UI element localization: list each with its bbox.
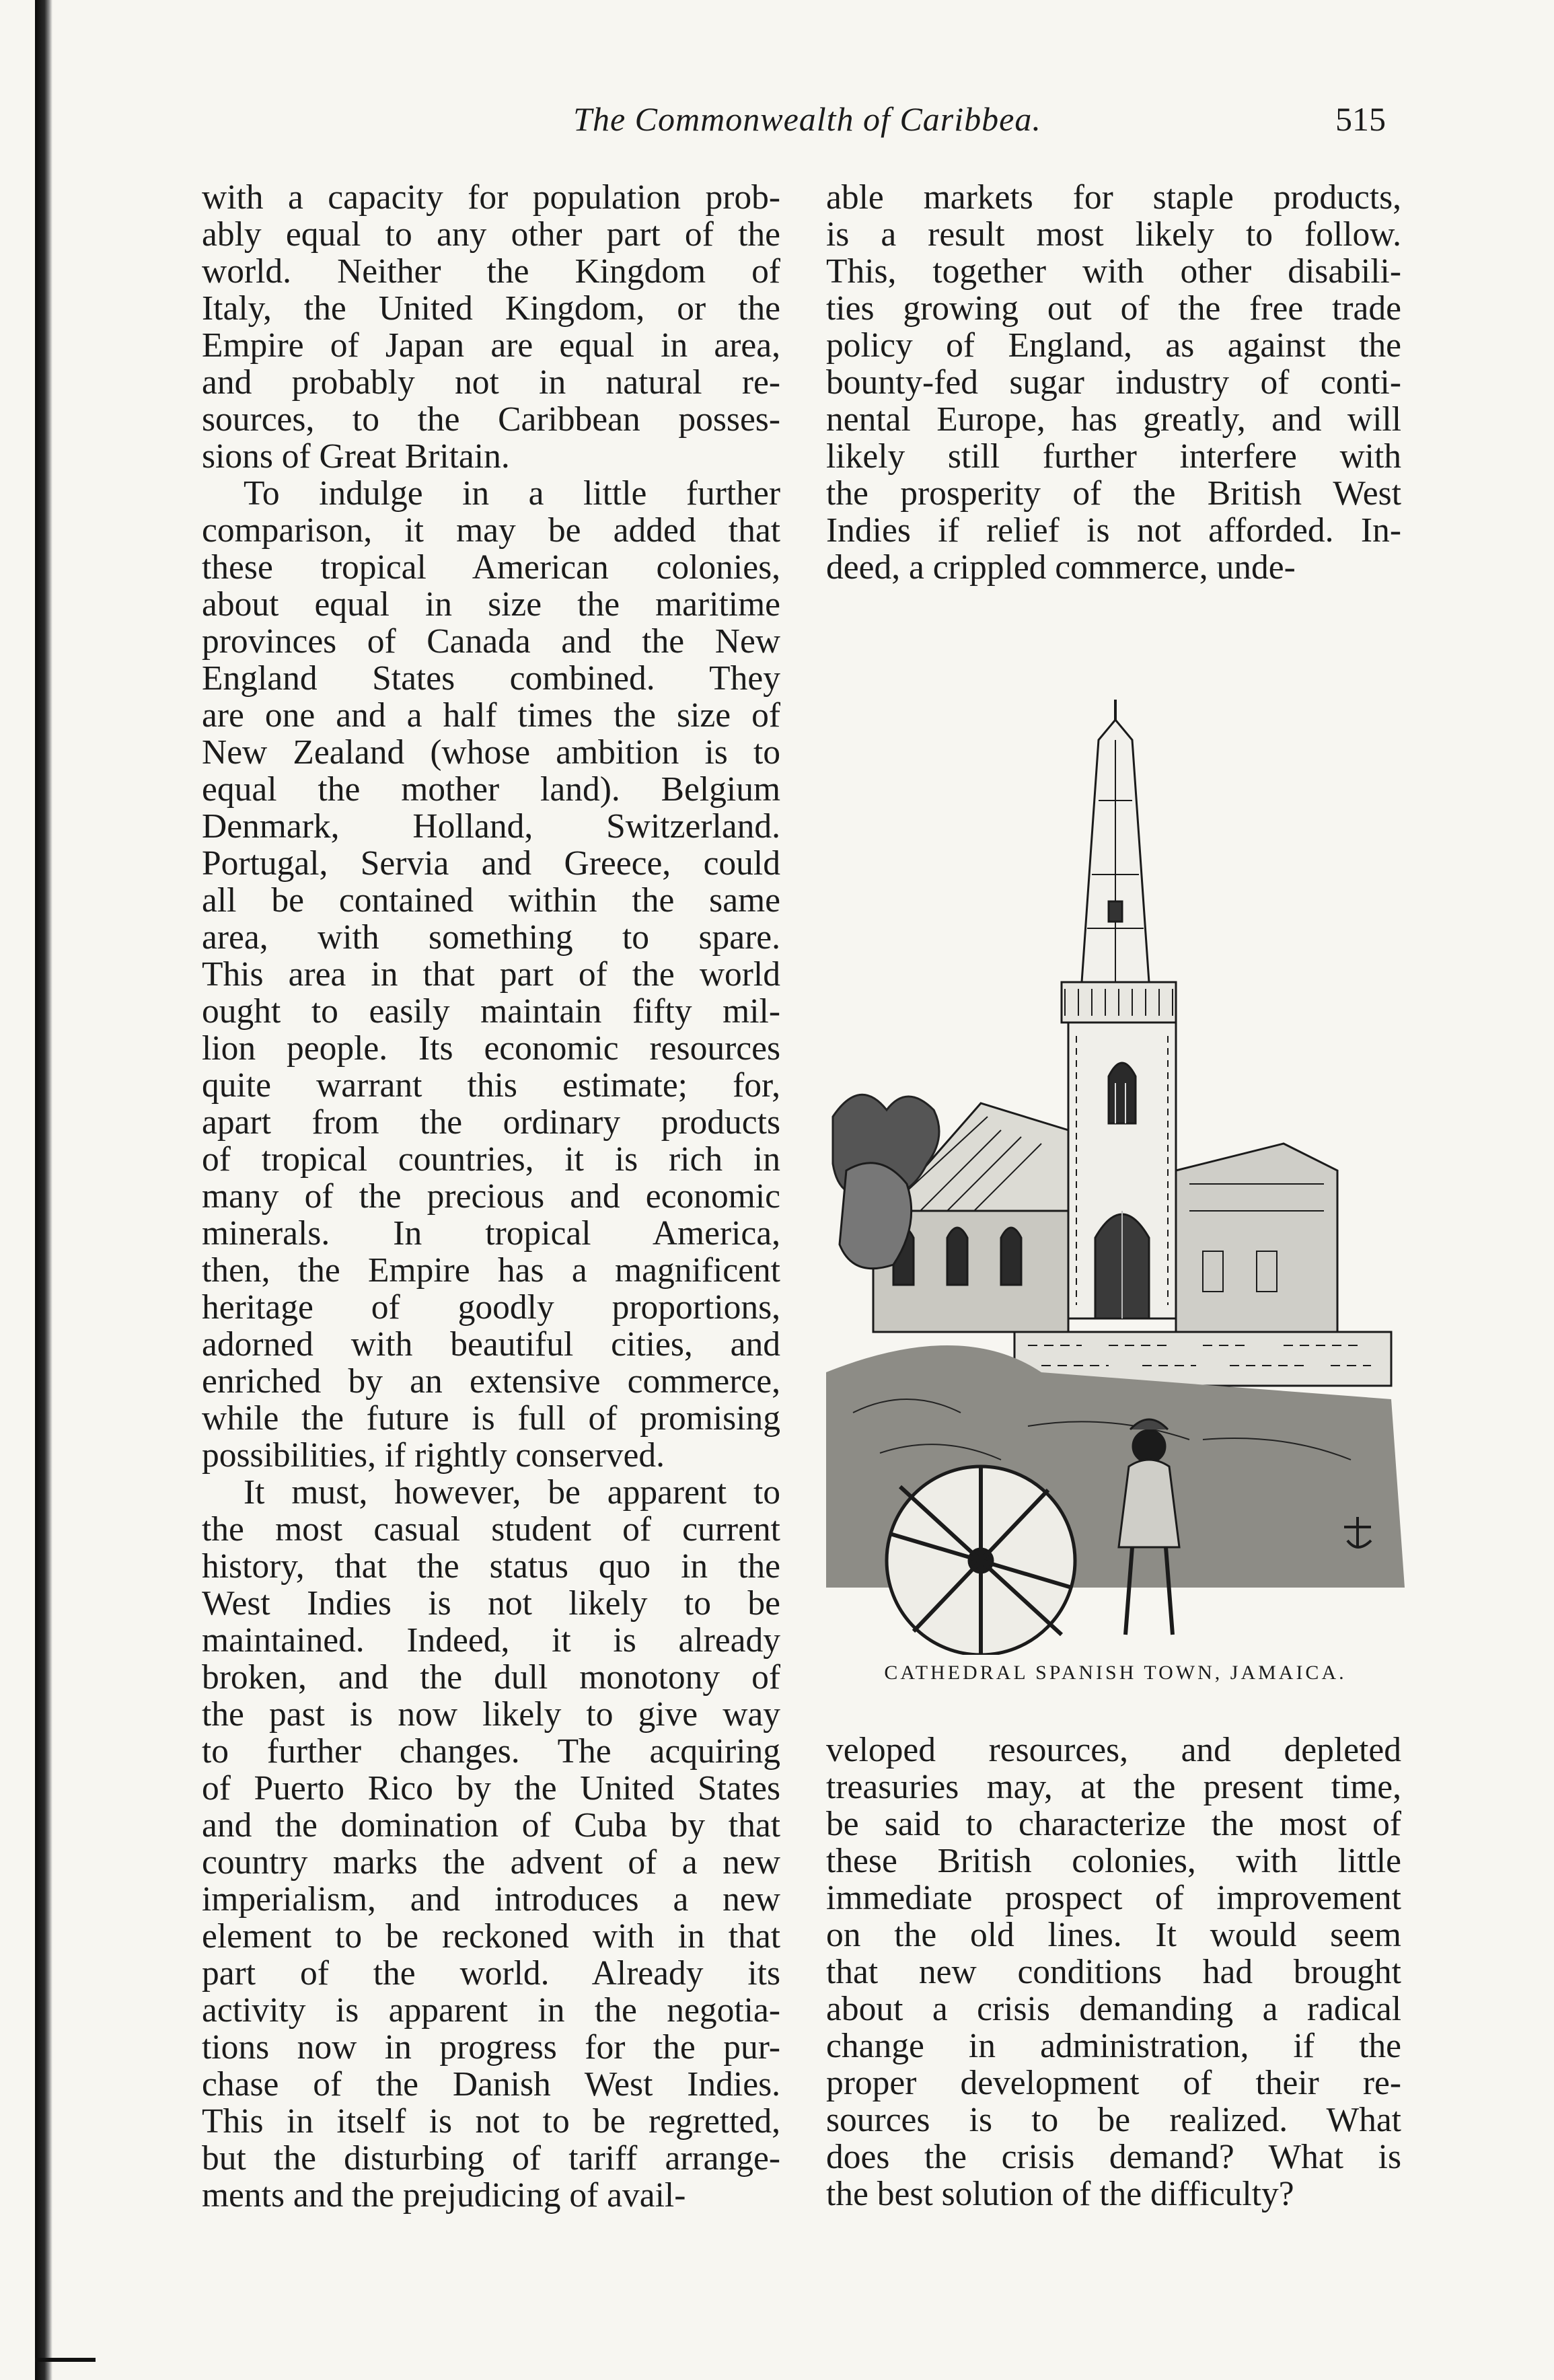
text-line: Portugal, Servia and Greece, could — [202, 845, 780, 882]
text-line: these British colonies, with little — [826, 1843, 1401, 1880]
text-line: part of the world. Already its — [202, 1955, 780, 1992]
text-line: adorned with beautiful cities, and — [202, 1326, 780, 1363]
text-line: likely still further interfere with — [826, 438, 1401, 475]
text-line: bounty-fed sugar industry of conti- — [826, 364, 1401, 401]
page-header — [202, 100, 1413, 153]
text-line: treasuries may, at the present time, — [826, 1769, 1401, 1806]
text-line: comparison, it may be added that — [202, 512, 780, 549]
text-line: then, the Empire has a magnificent — [202, 1252, 780, 1289]
text-line: the best solution of the difficulty? — [826, 2176, 1294, 2212]
text-line: apart from the ordinary products — [202, 1104, 780, 1141]
right-column-top — [826, 179, 1401, 586]
text-line: maintained. Indeed, it is already — [202, 1622, 780, 1659]
text-line: policy of England, as against the — [826, 327, 1401, 364]
text-line: history, that the status quo in the — [202, 1548, 780, 1585]
text-line: heritage of goodly proportions, — [202, 1289, 780, 1326]
text-line: ought to easily maintain fifty mil- — [202, 993, 780, 1030]
text-line: many of the precious and economic — [202, 1178, 780, 1215]
text-line: but the disturbing of tariff arrange- — [202, 2140, 780, 2177]
text-line: proper development of their re- — [826, 2065, 1401, 2102]
text-line: all be contained within the same — [202, 882, 780, 919]
text-line: activity is apparent in the negotia- — [202, 1992, 780, 2029]
side-building — [1176, 1144, 1337, 1332]
text-line: veloped resources, and depleted — [826, 1732, 1401, 1769]
text-line: element to be reckoned with in that — [202, 1918, 780, 1955]
running-title: The Commonwealth of Caribbea. — [573, 100, 1041, 138]
spine-foot-mark — [35, 2358, 96, 2362]
text-line: world. Neither the Kingdom of — [202, 253, 780, 290]
text-line: nental Europe, has greatly, and will — [826, 401, 1401, 438]
text-line: of tropical countries, it is rich in — [202, 1141, 780, 1178]
text-line: while the future is full of promising — [202, 1400, 780, 1437]
text-line: ments and the prejudicing of avail- — [202, 2177, 686, 2214]
text-line: quite warrant this estimate; for, — [202, 1067, 780, 1104]
text-line: lion people. Its economic resources — [202, 1030, 780, 1067]
text-line: that new conditions had brought — [826, 1954, 1401, 1991]
text-line: area, with something to spare. — [202, 919, 780, 956]
text-line: sions of Great Britain. — [202, 438, 510, 475]
text-line: tions now in progress for the pur- — [202, 2029, 780, 2066]
text-line: and probably not in natural re- — [202, 364, 780, 401]
text-line: This, together with other disabili- — [826, 253, 1401, 290]
text-line: To indulge in a little further — [244, 475, 780, 512]
text-line: deed, a crippled commerce, unde- — [826, 549, 1296, 586]
text-line: enriched by an extensive commerce, — [202, 1363, 780, 1400]
right-column-bottom — [826, 1732, 1401, 2212]
text-line: New Zealand (whose ambition is to — [202, 734, 780, 771]
text-line: and the domination of Cuba by that — [202, 1807, 780, 1844]
text-line: to further changes. The acquiring — [202, 1733, 780, 1770]
text-line: the prosperity of the British West — [826, 475, 1401, 512]
text-line: does the crisis demand? What is — [826, 2139, 1401, 2176]
text-line: about equal in size the maritime — [202, 586, 780, 623]
text-line: minerals. In tropical America, — [202, 1215, 780, 1252]
text-line: possibilities, if rightly conserved. — [202, 1437, 665, 1474]
illustration-caption: CATHEDRAL SPANISH TOWN, JAMAICA. — [884, 1662, 1347, 1684]
left-column — [202, 179, 780, 2214]
text-line: chase of the Danish West Indies. — [202, 2066, 780, 2103]
text-line: the past is now likely to give way — [202, 1696, 780, 1733]
text-line: on the old lines. It would seem — [826, 1917, 1401, 1954]
text-line: It must, however, be apparent to — [244, 1474, 780, 1511]
page-number: 515 — [1335, 100, 1386, 138]
text-line: immediate prospect of improvement — [826, 1880, 1401, 1917]
text-line: Empire of Japan are equal in area, — [202, 327, 780, 364]
text-line: Denmark, Holland, Switzerland. — [202, 808, 780, 845]
text-line: of Puerto Rico by the United States — [202, 1770, 780, 1807]
text-line: change in administration, if the — [826, 2028, 1401, 2065]
text-line: are one and a half times the size of — [202, 697, 780, 734]
text-line: West Indies is not likely to be — [202, 1585, 780, 1622]
cathedral-illustration — [826, 700, 1405, 1655]
text-line: be said to characterize the most of — [826, 1806, 1401, 1843]
text-line: This in itself is not to be regretted, — [202, 2103, 780, 2140]
text-line: is a result most likely to follow. — [826, 216, 1401, 253]
text-line: broken, and the dull monotony of — [202, 1659, 780, 1696]
text-line: equal the mother land). Belgium — [202, 771, 780, 808]
text-line: England States combined. They — [202, 660, 780, 697]
text-line: ties growing out of the free trade — [826, 290, 1401, 327]
tower-belfry-window — [1109, 1063, 1136, 1123]
text-line: provinces of Canada and the New — [202, 623, 780, 660]
text-line: This area in that part of the world — [202, 956, 780, 993]
text-line: able markets for staple products, — [826, 179, 1401, 216]
text-line: about a crisis demanding a radical — [826, 1991, 1401, 2028]
text-line: imperialism, and introduces a new — [202, 1881, 780, 1918]
book-spine-shadow — [35, 0, 52, 2380]
text-line: sources, to the Caribbean posses- — [202, 401, 780, 438]
cart-wheel — [887, 1466, 1075, 1655]
text-line: Indies if relief is not afforded. In- — [826, 512, 1401, 549]
text-line: with a capacity for population prob- — [202, 179, 780, 216]
text-line: the most casual student of current — [202, 1511, 780, 1548]
text-line: these tropical American colonies, — [202, 549, 780, 586]
text-line: country marks the advent of a new — [202, 1844, 780, 1881]
text-line: ably equal to any other part of the — [202, 216, 780, 253]
text-line: Italy, the United Kingdom, or the — [202, 290, 780, 327]
text-line: sources is to be realized. What — [826, 2102, 1401, 2139]
